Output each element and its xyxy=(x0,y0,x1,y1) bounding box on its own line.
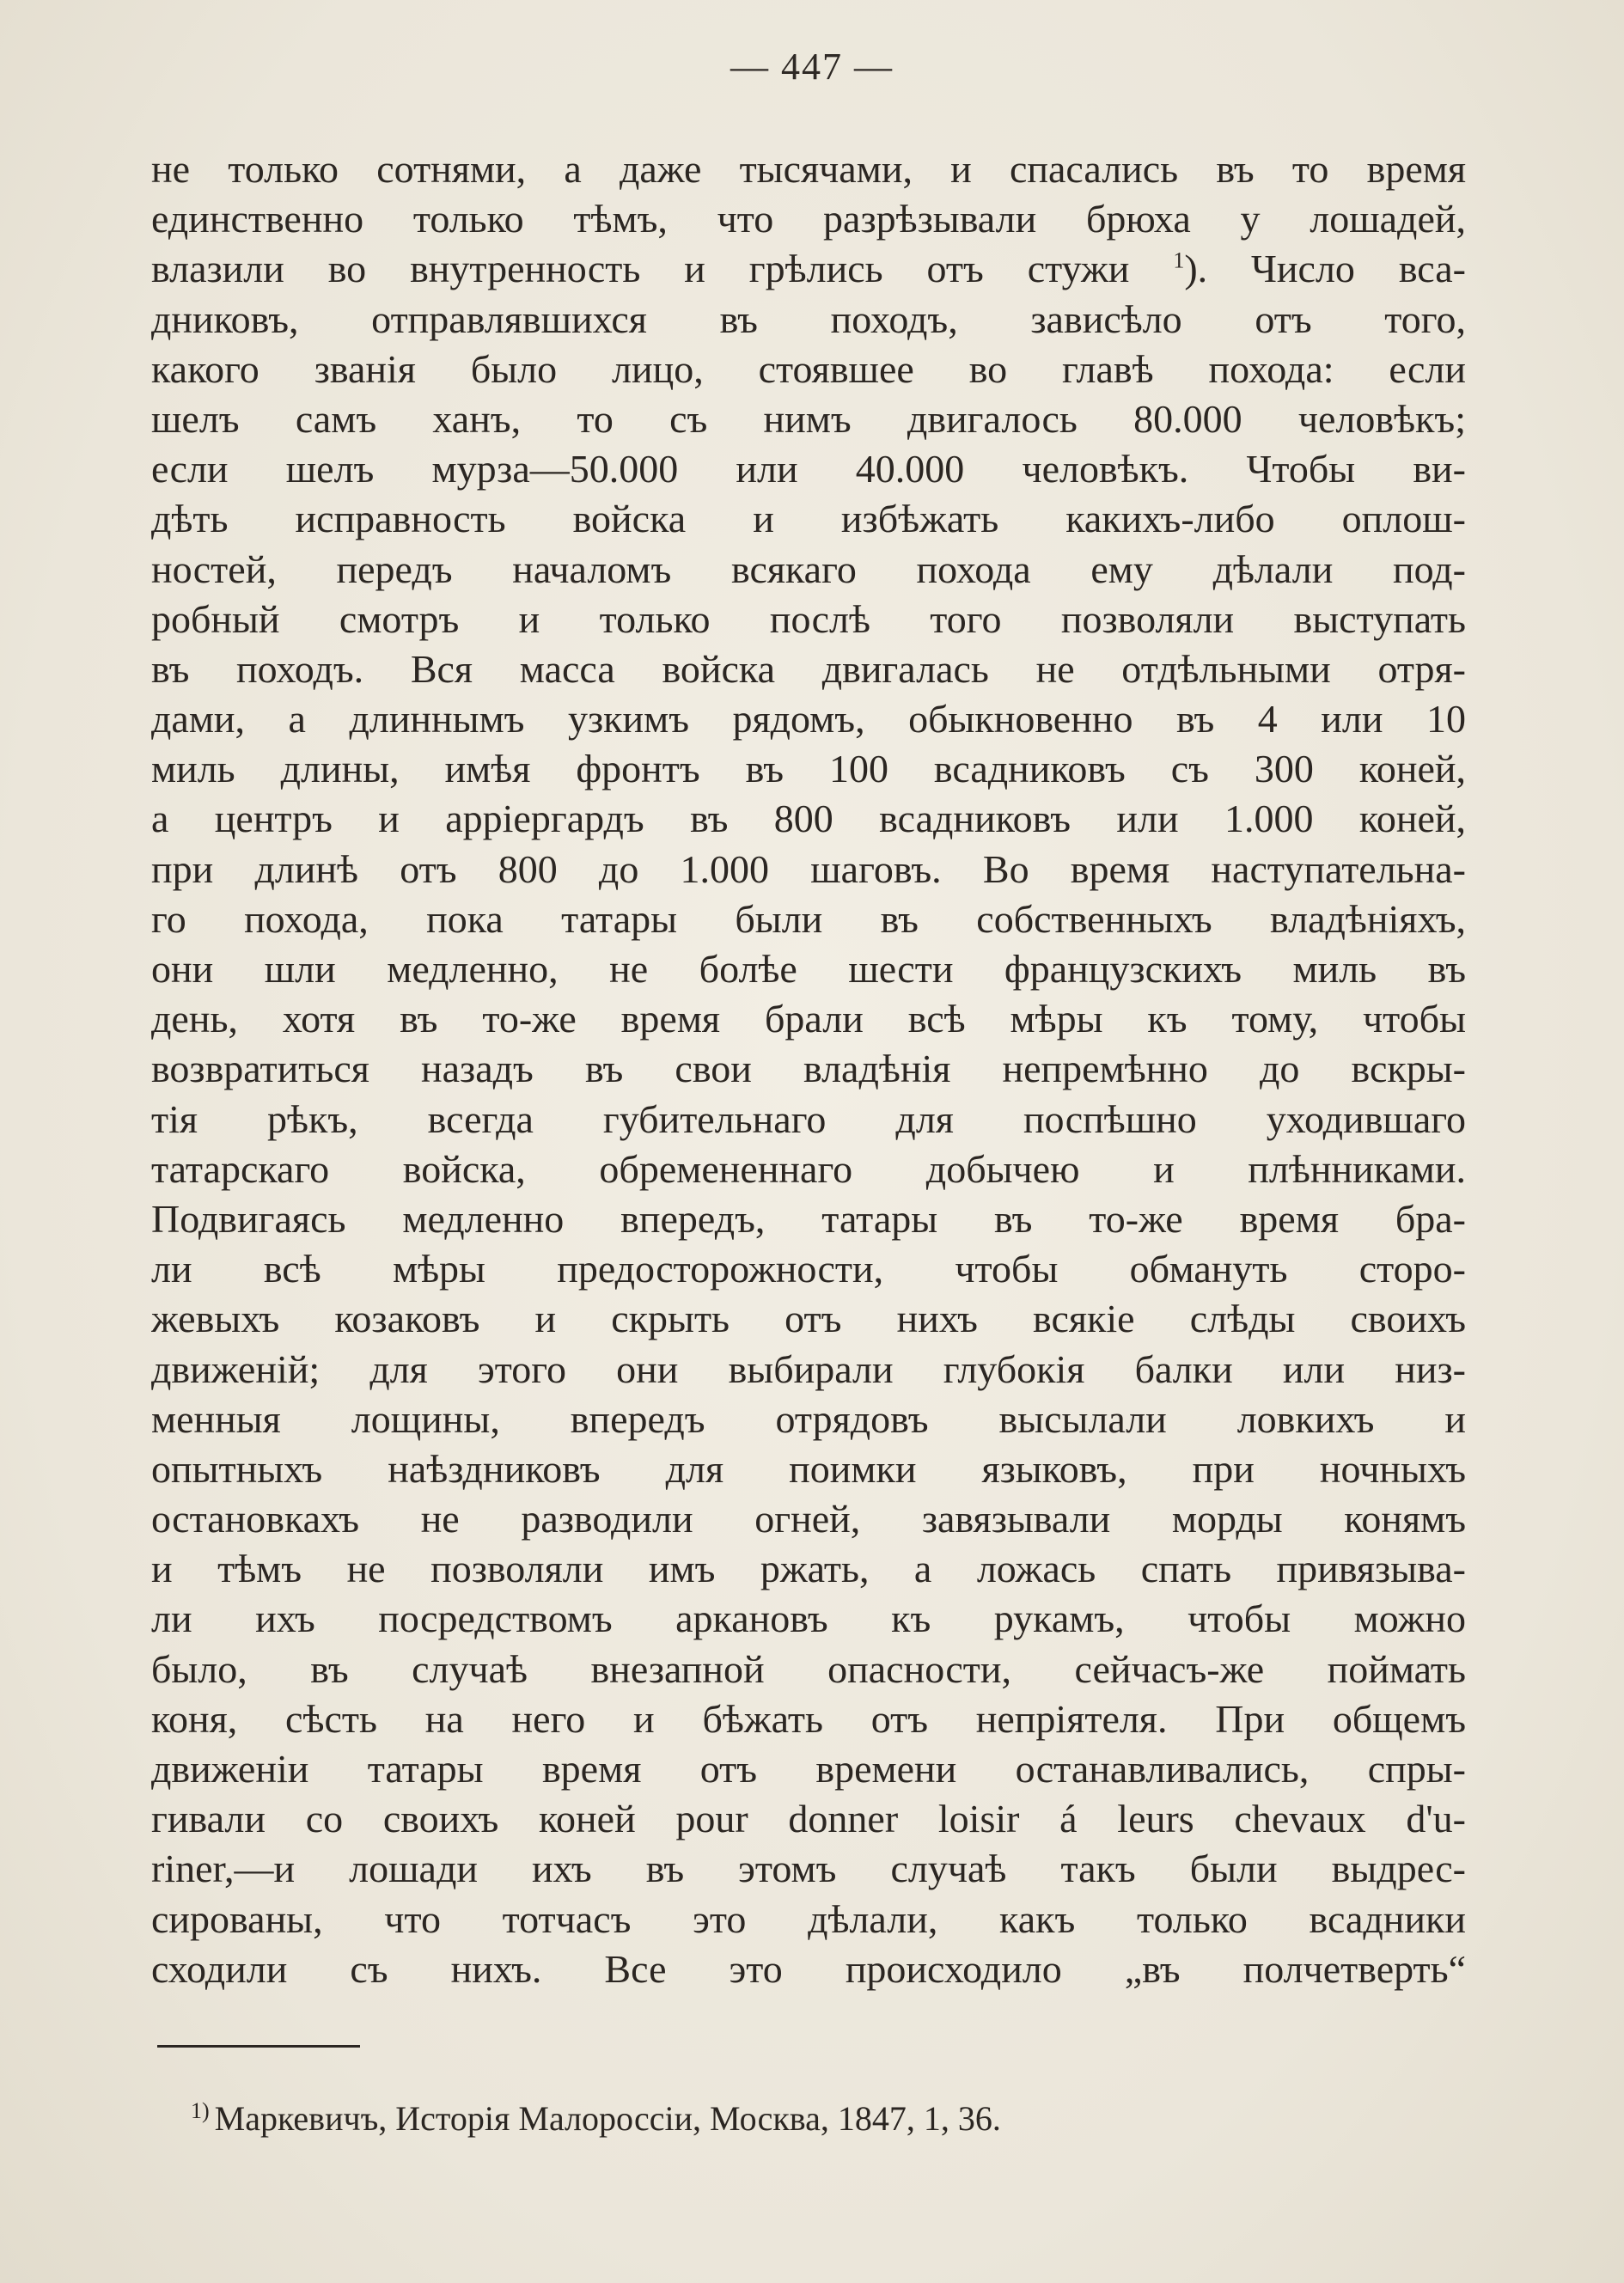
text-line: жевыхъ козаковъ и скрыть отъ нихъ всякіе слѣды своихъ xyxy=(151,1297,1466,1341)
text-line: сированы, что тотчасъ это дѣлали, какъ только всадники xyxy=(151,1896,1466,1941)
footnote-text: Маркевичъ, Исторія Малороссіи, Москва, 1847, 1, 36. xyxy=(214,2099,1001,2138)
text-line: и тѣмъ не позволяли имъ ржать, а ложась спать привязыва- xyxy=(151,1547,1466,1591)
page-number: — 447 — xyxy=(730,46,894,88)
text-line xyxy=(151,244,1466,294)
text-line: дѣть исправность войска и избѣжать какихъ-либо оплош- xyxy=(151,497,1466,541)
text-line: день, хотя въ то-же время брали всѣ мѣры къ тому, чтобы xyxy=(151,997,1466,1041)
text-line: татарскаго войска, обремененнаго добычею и плѣнниками. xyxy=(151,1146,1466,1191)
text-line: шелъ самъ ханъ, то съ нимъ двигалось 80.000 человѣкъ; xyxy=(151,396,1466,441)
text-line: робный смотръ и только послѣ того позволяли выступать xyxy=(151,596,1466,641)
text-line: ли ихъ посредствомъ аркановъ къ рукамъ, чтобы можно xyxy=(151,1596,1466,1641)
footnote xyxy=(191,2093,1001,2145)
text-line: въ походъ. Вся масса войска двигалась не отдѣльными отря- xyxy=(151,646,1466,691)
text-line: если шелъ мурза—50.000 или 40.000 человѣкъ. Чтобы ви- xyxy=(151,447,1466,491)
text-line: ли всѣ мѣры предосторожности, чтобы обмануть сторо- xyxy=(151,1247,1466,1291)
text-line: движеній; для этого они выбирали глубокія балки или низ- xyxy=(151,1346,1466,1391)
footnote-reference: 1 xyxy=(1173,248,1185,274)
text-line: гивали со своихъ коней pour donner loisir á leurs chevaux d'u- xyxy=(151,1797,1466,1841)
footnote-divider xyxy=(157,2045,360,2048)
text-line: какого званія было лицо, стоявшее во главѣ похода: если xyxy=(151,346,1466,391)
text-line: единственно только тѣмъ, что разрѣзывали брюха у лошадей, xyxy=(151,197,1466,241)
text-line: движеніи татары время отъ времени останавливались, спры- xyxy=(151,1747,1466,1791)
text-line: го похода, пока татары были въ собственныхъ владѣніяхъ, xyxy=(151,896,1466,941)
text-fragment: влазили во внутренность и грѣлись отъ стужи xyxy=(151,247,1130,291)
footnote-marker: 1) xyxy=(191,2097,210,2123)
text-line: возвратиться назадъ въ свои владѣнія непремѣнно до вскры- xyxy=(151,1047,1466,1091)
text-line: тія рѣкъ, всегда губительнаго для поспѣшно уходившаго xyxy=(151,1096,1466,1141)
text-line: не только сотнями, а даже тысячами, и спасались въ то время xyxy=(151,147,1466,191)
text-line: было, въ случаѣ внезапной опасности, сейчасъ-же поймать xyxy=(151,1646,1466,1691)
text-line: дами, а длиннымъ узкимъ рядомъ, обыкновенно въ 4 или 10 xyxy=(151,697,1466,742)
text-line: Подвигаясь медленно впередъ, татары въ то-же время бра- xyxy=(151,1196,1466,1241)
body-text xyxy=(151,144,1466,1994)
text-line: опытныхъ наѣздниковъ для поимки языковъ, при ночныхъ xyxy=(151,1446,1466,1491)
text-line: они шли медленно, не болѣе шести французскихъ миль въ xyxy=(151,947,1466,991)
text-line: riner,—и лошади ихъ въ этомъ случаѣ такъ были выдрес- xyxy=(151,1847,1466,1891)
text-line: дниковъ, отправлявшихся въ походъ, зависѣло отъ того, xyxy=(151,296,1466,341)
text-line: менныя лощины, впередъ отрядовъ высылали ловкихъ и xyxy=(151,1396,1466,1441)
text-line: миль длины, имѣя фронтъ въ 100 всадниковъ съ 300 коней, xyxy=(151,747,1466,791)
text-line: а центръ и арріергардъ въ 800 всадниковъ или 1.000 коней, xyxy=(151,797,1466,841)
text-line: коня, сѣсть на него и бѣжать отъ непріятеля. При общемъ xyxy=(151,1696,1466,1741)
text-fragment: ). Число вса- xyxy=(1184,247,1466,291)
text-line: при длинѣ отъ 800 до 1.000 шаговъ. Во время наступательна- xyxy=(151,846,1466,891)
text-line: остановкахъ не разводили огней, завязывали морды конямъ xyxy=(151,1497,1466,1541)
text-line: сходили съ нихъ. Все это происходило „въ полчетверть“ xyxy=(151,1946,1466,1991)
text-line: ностей, передъ началомъ всякаго похода ему дѣлали под- xyxy=(151,546,1466,591)
